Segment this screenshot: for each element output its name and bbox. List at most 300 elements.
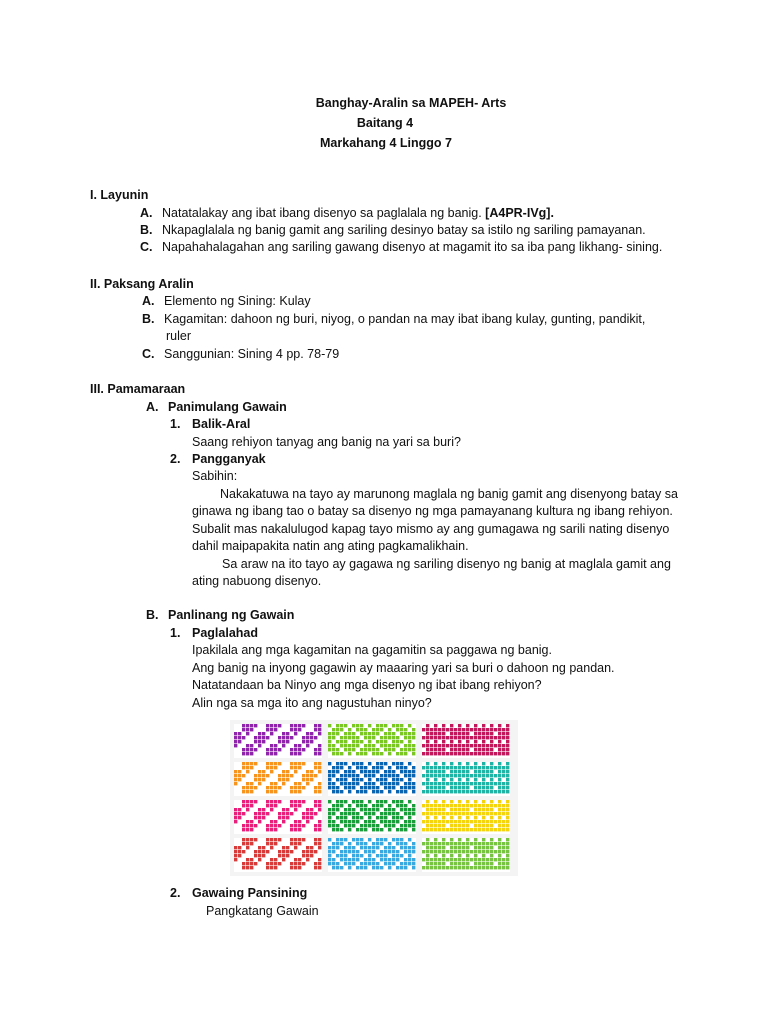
pattern-cell (396, 728, 399, 731)
pattern-cell (348, 770, 351, 773)
pattern-cell (250, 762, 253, 765)
pattern-cell (298, 858, 301, 861)
pattern-cell (282, 850, 285, 853)
pattern-cell (426, 736, 429, 739)
pattern-cell (238, 740, 241, 743)
pattern-cell (442, 732, 445, 735)
pattern-cell (392, 854, 395, 857)
pattern-cell (314, 862, 317, 865)
pattern-cell (282, 812, 285, 815)
pattern-cell (242, 748, 245, 751)
pattern-cell (506, 762, 509, 765)
pattern-cell (332, 812, 335, 815)
pattern-cell (318, 744, 321, 747)
pattern-cell (242, 786, 245, 789)
pattern-cell (466, 812, 469, 815)
pattern-cell (258, 816, 261, 819)
pattern-cell (426, 770, 429, 773)
pattern-cell (426, 858, 429, 861)
pattern-cell (462, 752, 465, 755)
pattern-cell (352, 854, 355, 857)
pattern-cell (328, 744, 331, 747)
pattern-cell (340, 778, 343, 781)
pattern-cell (352, 858, 355, 861)
pattern-cell (376, 752, 379, 755)
pattern-cell (328, 732, 331, 735)
pattern-cell (474, 770, 477, 773)
pattern-cell (446, 804, 449, 807)
pattern-cell (404, 866, 407, 869)
pattern-cell (454, 812, 457, 815)
pattern-cell (290, 842, 293, 845)
pattern-cell (426, 766, 429, 769)
pattern-cell (486, 732, 489, 735)
pattern-cell (458, 732, 461, 735)
pattern-cell (356, 766, 359, 769)
pattern-cell (454, 748, 457, 751)
pattern-cell (384, 850, 387, 853)
pattern-cell (400, 808, 403, 811)
pattern-cell (474, 766, 477, 769)
pattern-cell (482, 824, 485, 827)
pattern-cell (356, 724, 359, 727)
pattern-cell (478, 782, 481, 785)
pattern-cell (486, 812, 489, 815)
pattern-cell (348, 824, 351, 827)
pattern-cell (400, 724, 403, 727)
list-marker: 2. (170, 452, 181, 466)
pattern-cell (352, 740, 355, 743)
paksa-item-b (142, 310, 645, 328)
pattern-cell (450, 786, 453, 789)
layunin-item-a (140, 204, 554, 222)
pattern-cell (290, 824, 293, 827)
pattern-cell (400, 838, 403, 841)
pattern-cell (294, 766, 297, 769)
pattern-cell (246, 838, 249, 841)
pattern-cell (458, 816, 461, 819)
pattern-cell (360, 824, 363, 827)
pattern-cell (258, 778, 261, 781)
pattern-cell (298, 786, 301, 789)
pattern-cell (502, 808, 505, 811)
pattern-cell (282, 782, 285, 785)
pattern-cell (422, 736, 425, 739)
pattern-cell (412, 842, 415, 845)
pattern-cell (502, 812, 505, 815)
pattern-cell (466, 846, 469, 849)
pattern-cell (498, 740, 501, 743)
pattern-cell (376, 724, 379, 727)
pattern-cell (328, 862, 331, 865)
pattern-cell (328, 774, 331, 777)
pattern-cell (376, 748, 379, 751)
pattern-cell (502, 866, 505, 869)
pattern-cell (446, 744, 449, 747)
pattern-cell (392, 724, 395, 727)
pattern-cell (368, 778, 371, 781)
pattern-cell (368, 808, 371, 811)
pattern-cell (314, 850, 317, 853)
pattern-cell (494, 858, 497, 861)
pattern-cell (438, 748, 441, 751)
pattern-cell (430, 774, 433, 777)
pattern-cell (388, 732, 391, 735)
pattern-cell (266, 800, 269, 803)
pattern-cell (442, 778, 445, 781)
pattern-cell (336, 728, 339, 731)
pattern-cell (344, 762, 347, 765)
pattern-cell (384, 762, 387, 765)
pattern-cell (470, 744, 473, 747)
pangganyak-line: Nakakatuwa na tayo ay marunong maglala ng banig gamit ang disenyong batay sa (220, 487, 678, 501)
pattern-cell (332, 862, 335, 865)
pattern-cell (438, 774, 441, 777)
pattern-cell (340, 752, 343, 755)
pattern-cell (454, 736, 457, 739)
pattern-cell (302, 838, 305, 841)
pattern-cell (446, 736, 449, 739)
pattern-cell (466, 866, 469, 869)
pattern-cell (478, 752, 481, 755)
pattern-cell (438, 766, 441, 769)
pattern-cell (384, 846, 387, 849)
pattern-cell (310, 770, 313, 773)
pattern-cell (298, 838, 301, 841)
pattern-cell (254, 812, 257, 815)
pattern-cell (332, 744, 335, 747)
pattern-cell (466, 736, 469, 739)
pattern-cell (442, 728, 445, 731)
pattern-cell (368, 736, 371, 739)
pattern-cell (470, 812, 473, 815)
pattern-cell (426, 808, 429, 811)
pattern-cell (380, 850, 383, 853)
pattern-cell (270, 728, 273, 731)
pattern-cell (392, 786, 395, 789)
pattern-cell (306, 778, 309, 781)
pattern-cell (266, 724, 269, 727)
pattern-cell (254, 762, 257, 765)
pattern-cell (502, 782, 505, 785)
pattern-cell (372, 828, 375, 831)
pattern-cell (430, 790, 433, 793)
pattern-cell (442, 858, 445, 861)
pattern-cell (434, 804, 437, 807)
pattern-cell (344, 838, 347, 841)
pattern-cell (494, 812, 497, 815)
pattern-cell (438, 804, 441, 807)
pattern-cell (482, 786, 485, 789)
pattern-cell (458, 782, 461, 785)
pattern-cell (446, 790, 449, 793)
pattern-cell (306, 846, 309, 849)
pattern-cell (450, 846, 453, 849)
pattern-cell (404, 820, 407, 823)
pattern-cell (486, 850, 489, 853)
pattern-cell (234, 858, 237, 861)
pattern-cell (294, 728, 297, 731)
pattern-cell (502, 820, 505, 823)
pattern-cell (412, 770, 415, 773)
pattern-cell (396, 812, 399, 815)
pattern-cell (314, 812, 317, 815)
pattern-cell (302, 724, 305, 727)
pattern-cell (486, 858, 489, 861)
pattern-cell (368, 774, 371, 777)
pattern-cell (364, 774, 367, 777)
pattern-cell (438, 858, 441, 861)
pattern-cell (348, 748, 351, 751)
pattern-cell (482, 808, 485, 811)
pattern-cell (234, 774, 237, 777)
pattern-cell (298, 752, 301, 755)
pattern-cell (458, 724, 461, 727)
pattern-cell (278, 824, 281, 827)
pattern-cell (502, 728, 505, 731)
pattern-cell (430, 862, 433, 865)
pattern-cell (396, 782, 399, 785)
pattern-cell (396, 724, 399, 727)
pattern-cell (270, 732, 273, 735)
pattern-cell (502, 752, 505, 755)
pattern-cell (278, 736, 281, 739)
pattern-cell (266, 728, 269, 731)
pattern-cell (474, 850, 477, 853)
pattern-cell (486, 728, 489, 731)
pattern-cell (258, 820, 261, 823)
pattern-cell (482, 820, 485, 823)
pattern-cell (294, 842, 297, 845)
pattern-cell (454, 774, 457, 777)
pattern-cell (314, 766, 317, 769)
pattern-cell (348, 728, 351, 731)
pattern-cell (356, 762, 359, 765)
pattern-cell (400, 740, 403, 743)
pattern-cell (340, 724, 343, 727)
pattern-cell (442, 838, 445, 841)
pattern-cell (434, 800, 437, 803)
step-balik-aral (170, 415, 250, 433)
pattern-cell (478, 774, 481, 777)
pattern-cell (384, 862, 387, 865)
pattern-cell (250, 744, 253, 747)
pattern-cell (340, 812, 343, 815)
pattern-cell (282, 744, 285, 747)
pattern-cell (438, 824, 441, 827)
pattern-cell (246, 728, 249, 731)
pattern-cell (328, 724, 331, 727)
pattern-cell (494, 774, 497, 777)
pattern-cell (408, 732, 411, 735)
pattern-cell (344, 858, 347, 861)
pattern-cell (446, 828, 449, 831)
pattern-cell (400, 854, 403, 857)
pattern-cell (298, 724, 301, 727)
pattern-cell (318, 732, 321, 735)
pattern-cell (458, 770, 461, 773)
pattern-cell (506, 790, 509, 793)
pattern-cell (426, 862, 429, 865)
pattern-cell (368, 740, 371, 743)
pattern-cell (430, 820, 433, 823)
pattern-cell (396, 744, 399, 747)
pattern-cell (412, 808, 415, 811)
pattern-cell (302, 778, 305, 781)
pattern-cell (364, 824, 367, 827)
pattern-cell (380, 828, 383, 831)
pattern-cell (412, 824, 415, 827)
pattern-cell (450, 858, 453, 861)
pattern-cell (352, 762, 355, 765)
pattern-cell (356, 820, 359, 823)
pattern-cell (318, 790, 321, 793)
pattern-cell (310, 846, 313, 849)
pattern-cell (290, 786, 293, 789)
pattern-cell (426, 724, 429, 727)
pangganyak-line: dahil maipapakita natin ang ating pagkamalikhain. (192, 539, 469, 553)
pattern-cell (490, 732, 493, 735)
pattern-cell (396, 816, 399, 819)
pattern-cell (250, 842, 253, 845)
pattern-cell (344, 736, 347, 739)
pattern-cell (458, 820, 461, 823)
pattern-cell (376, 778, 379, 781)
pattern-cell (478, 858, 481, 861)
pattern-cell (364, 752, 367, 755)
pattern-cell (384, 736, 387, 739)
pattern-cell (310, 854, 313, 857)
pattern-cell (328, 782, 331, 785)
pattern-cell (388, 866, 391, 869)
pattern-cell (344, 850, 347, 853)
pattern-cell (494, 828, 497, 831)
pattern-cell (286, 740, 289, 743)
pattern-cell (278, 800, 281, 803)
pattern-cell (462, 812, 465, 815)
pattern-cell (466, 804, 469, 807)
pattern-cell (286, 812, 289, 815)
pattern-cell (442, 748, 445, 751)
pattern-cell (290, 728, 293, 731)
pattern-cell (336, 770, 339, 773)
pattern-cell (404, 774, 407, 777)
pattern-cell (454, 824, 457, 827)
pattern-cell (340, 866, 343, 869)
pattern-cell (364, 850, 367, 853)
pattern-cell (430, 846, 433, 849)
pattern-cell (506, 858, 509, 861)
pattern-cell (314, 842, 317, 845)
pattern-cell (426, 744, 429, 747)
pattern-cell (314, 724, 317, 727)
pattern-cell (474, 762, 477, 765)
pattern-cell (434, 858, 437, 861)
pattern-cell (478, 866, 481, 869)
pattern-cell (262, 808, 265, 811)
pattern-cell (286, 850, 289, 853)
pattern-cell (404, 728, 407, 731)
pattern-cell (458, 766, 461, 769)
pattern-cell (490, 740, 493, 743)
pattern-cell (278, 862, 281, 865)
pattern-cell (392, 736, 395, 739)
pattern-cell (462, 850, 465, 853)
pattern-cell (352, 850, 355, 853)
pattern-cell (430, 808, 433, 811)
pattern-cell (356, 828, 359, 831)
pattern-cell (318, 724, 321, 727)
pattern-cell (332, 866, 335, 869)
pattern-cell (408, 812, 411, 815)
pattern-cell (434, 820, 437, 823)
pattern-cell (258, 774, 261, 777)
pattern-cell (466, 858, 469, 861)
pattern-cell (318, 808, 321, 811)
pattern-cell (314, 838, 317, 841)
pattern-cell (482, 862, 485, 865)
pattern-cell (442, 854, 445, 857)
pattern-cell (262, 774, 265, 777)
pattern-cell (242, 736, 245, 739)
pattern-cell (332, 804, 335, 807)
pattern-cell (238, 808, 241, 811)
pattern-cell (314, 824, 317, 827)
pattern-cell (474, 724, 477, 727)
pattern-cell (462, 828, 465, 831)
pattern-cell (372, 752, 375, 755)
pattern-cell (458, 740, 461, 743)
pattern-cell (478, 812, 481, 815)
pattern-cell (274, 762, 277, 765)
pattern-cell (462, 824, 465, 827)
pattern-cell (328, 854, 331, 857)
pattern-cell (356, 842, 359, 845)
pattern-cell (388, 862, 391, 865)
pattern-cell (506, 732, 509, 735)
pattern-cell (490, 800, 493, 803)
pattern-cell (396, 838, 399, 841)
pattern-cell (474, 732, 477, 735)
pattern-cell (486, 842, 489, 845)
pattern-cell (348, 766, 351, 769)
pattern-cell (426, 728, 429, 731)
pattern-cell (274, 824, 277, 827)
pattern-cell (344, 778, 347, 781)
pattern-cell (380, 858, 383, 861)
pattern-cell (344, 854, 347, 857)
pattern-cell (234, 740, 237, 743)
pattern-cell (392, 838, 395, 841)
pattern-cell (442, 744, 445, 747)
pattern-cell (318, 800, 321, 803)
pattern-cell (368, 744, 371, 747)
pattern-cell (348, 786, 351, 789)
pattern-cell (364, 866, 367, 869)
pattern-cell (332, 786, 335, 789)
pattern-cell (372, 728, 375, 731)
pattern-cell (254, 786, 257, 789)
pattern-cell (348, 752, 351, 755)
pattern-cell (246, 862, 249, 865)
grade-level: Baitang 4 (356, 116, 414, 130)
pattern-cell (392, 820, 395, 823)
pattern-cell (302, 862, 305, 865)
pattern-cell (438, 752, 441, 755)
pattern-cell (380, 740, 383, 743)
pattern-cell (426, 850, 429, 853)
pattern-cell (328, 800, 331, 803)
